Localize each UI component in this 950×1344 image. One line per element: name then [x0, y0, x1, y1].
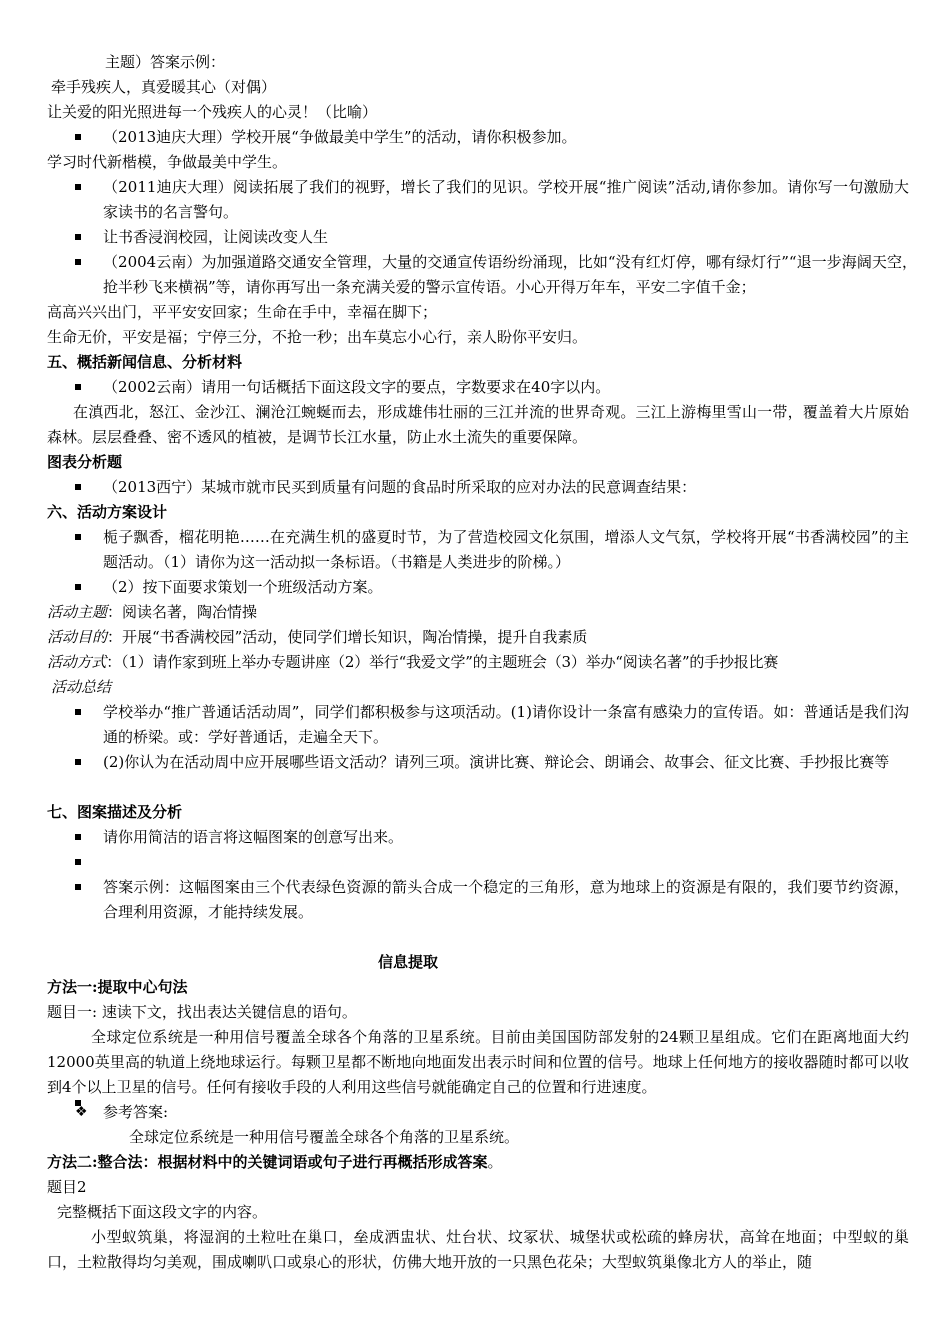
answer-example-heading: 主题）答案示例： — [105, 53, 226, 71]
bullet-icon — [75, 134, 81, 140]
text-line: 学习时代新楷模，争做最美中学生。 — [47, 153, 288, 171]
spacer — [47, 775, 909, 800]
list-item: （2）按下面要求策划一个班级活动方案。 — [47, 575, 909, 600]
bullet-icon — [75, 709, 81, 715]
section-heading-5: 五、概括新闻信息、分析材料 — [47, 353, 243, 371]
paragraph: 在滇西北，怒江、金沙江、澜沧江蜿蜒而去，形成雄伟壮丽的三江并流的世界奇观。三江上游梅里雪山一带，覆盖着大片原始森林。层层叠叠、密不透风的植被，是调节长江水量，防止水土流失的重要保障。 — [47, 403, 909, 446]
bullet-icon — [75, 859, 81, 865]
method-heading-2: 方法二:整合法：根据材料中的关键词语或句子进行再概括形成答案。 — [47, 1153, 503, 1171]
text-line: 高高兴兴出门，平平安安回家；生命在手中，幸福在脚下； — [47, 303, 438, 321]
question-line: 题目一: 速读下文，找出表达关键信息的语句。 — [47, 1003, 357, 1021]
reference-answer: 全球定位系统是一种用信号覆盖全球各个角落的卫星系统。 — [129, 1128, 520, 1146]
list-item: （2013迪庆大理）学校开展“争做最美中学生”的活动，请你积极参加。 — [47, 125, 909, 150]
text-line: 让关爱的阳光照进每一个残疾人的心灵！（比喻） — [47, 103, 378, 121]
section-heading-chart: 图表分析题 — [47, 453, 123, 471]
document-page — [47, 50, 917, 1275]
question-line: 题目2 — [47, 1178, 87, 1196]
text-line: 牵手残疾人，真爱暖其心（对偶） — [51, 78, 277, 96]
list-item: 栀子飘香，榴花明艳……在充满生机的盛夏时节，为了营造校园文化氛围，增添人文气氛，学校将开展“书香满校园”的主题活动。（1）请你为这一活动拟一条标语。（书籍是人类进步的阶梯。） — [47, 525, 909, 575]
section-heading-7: 七、图案描述及分析 — [47, 803, 183, 821]
activity-summary: 活动总结 — [51, 678, 112, 696]
method-heading-1: 方法一:提取中心句法 — [47, 978, 188, 996]
list-item: （2013西宁）某城市就市民买到质量有问题的食品时所采取的应对办法的民意调查结果： — [47, 475, 909, 500]
list-item: 请你用简洁的语言将这幅图案的创意写出来。 — [47, 825, 909, 850]
list-item: （2002云南）请用一句话概括下面这段文字的要点，字数要求在40字以内。 — [47, 375, 909, 400]
list-item: 答案示例：这幅图案由三个代表绿色资源的箭头合成一个稳定的三角形，意为地球上的资源是有限的，我们要节约资源，合理利用资源，才能持续发展。 — [47, 875, 909, 925]
list-item: 学校举办“推广普通话活动周”，同学们都积极参与这项活动。(1)请你设计一条富有感染力的宣传语。如：普通话是我们沟通的桥梁。或：学好普通话，走遍全天下。 — [47, 700, 909, 750]
bullet-icon — [75, 259, 81, 265]
list-item: （2011迪庆大理）阅读拓展了我们的视野，增长了我们的见识。学校开展“推广阅读”活动,请你参加。请你写一句激励大家读书的名言警句。 — [47, 175, 909, 225]
paragraph: 小型蚁筑巢，将湿润的土粒吐在巢口，垒成洒盅状、灶台状、坟冢状、城堡状或松疏的蜂房状，高耸在地面；中型蚁的巢口，土粒散得均匀美观，围成喇叭口或泉心的形状，仿佛大地开放的一只黑色花朵；大型蚁筑巢像北方人的举止，随 — [47, 1228, 909, 1271]
section-title-info-extraction: 信息提取 — [377, 953, 438, 971]
question-line: 完整概括下面这段文字的内容。 — [57, 1203, 268, 1221]
activity-method: 活动方式：（1）请作家到班上举办专题讲座（2）举行“我爱文学”的主题班会（3）举办“阅读名著”的手抄报比赛 — [47, 653, 779, 671]
paragraph: 全球定位系统是一种用信号覆盖全球各个角落的卫星系统。目前由美国国防部发射的24颗卫星组成。它们在距离地面大约12000英里高的轨道上绕地球运行。每颗卫星都不断地向地面发出表示时间和位置的信号。地球上任何地方的接收器随时都可以收到4个以上卫星的信号。任何有接收手段的人利用这些信号就能确定自己的位置和行进速度。 — [47, 1028, 909, 1096]
bullet-icon — [75, 834, 81, 840]
bullet-icon — [75, 234, 81, 240]
list-item: （2004云南）为加强道路交通安全管理，大量的交通宣传语纷纷涌现，比如“没有红灯停，哪有绿灯行”“退一步海阔天空，抢半秒飞来横祸”等，请你再写出一条充满关爱的警示宣传语。小心开得万年车，平安二字值千金； — [47, 250, 917, 300]
list-item: 让书香浸润校园，让阅读改变人生 — [47, 225, 909, 250]
list-item: (2)你认为在活动周中应开展哪些语文活动？请列三项。演讲比赛、辩论会、朗诵会、故事会、征文比赛、手抄报比赛等 — [47, 750, 909, 775]
section-heading-6: 六、活动方案设计 — [47, 503, 168, 521]
diamond-bullet-icon: ❖ — [75, 1100, 81, 1106]
bullet-icon — [75, 759, 81, 765]
list-item — [47, 850, 909, 875]
activity-purpose: 活动目的：开展“书香满校园”活动，使同学们增长知识，陶冶情操，提升自我素质 — [47, 628, 588, 646]
bullet-icon — [75, 484, 81, 490]
list-item: ❖ 参考答案: — [47, 1100, 909, 1125]
text-line: 生命无价，平安是福；宁停三分，不抢一秒；出车莫忘小心行，亲人盼你平安归。 — [47, 328, 588, 346]
bullet-icon — [75, 384, 81, 390]
bullet-icon — [75, 584, 81, 590]
bullet-icon — [75, 184, 81, 190]
spacer — [47, 925, 909, 950]
bullet-icon — [75, 884, 81, 890]
activity-theme: 活动主题：阅读名著，陶冶情操 — [47, 603, 258, 621]
bullet-icon — [75, 534, 81, 540]
